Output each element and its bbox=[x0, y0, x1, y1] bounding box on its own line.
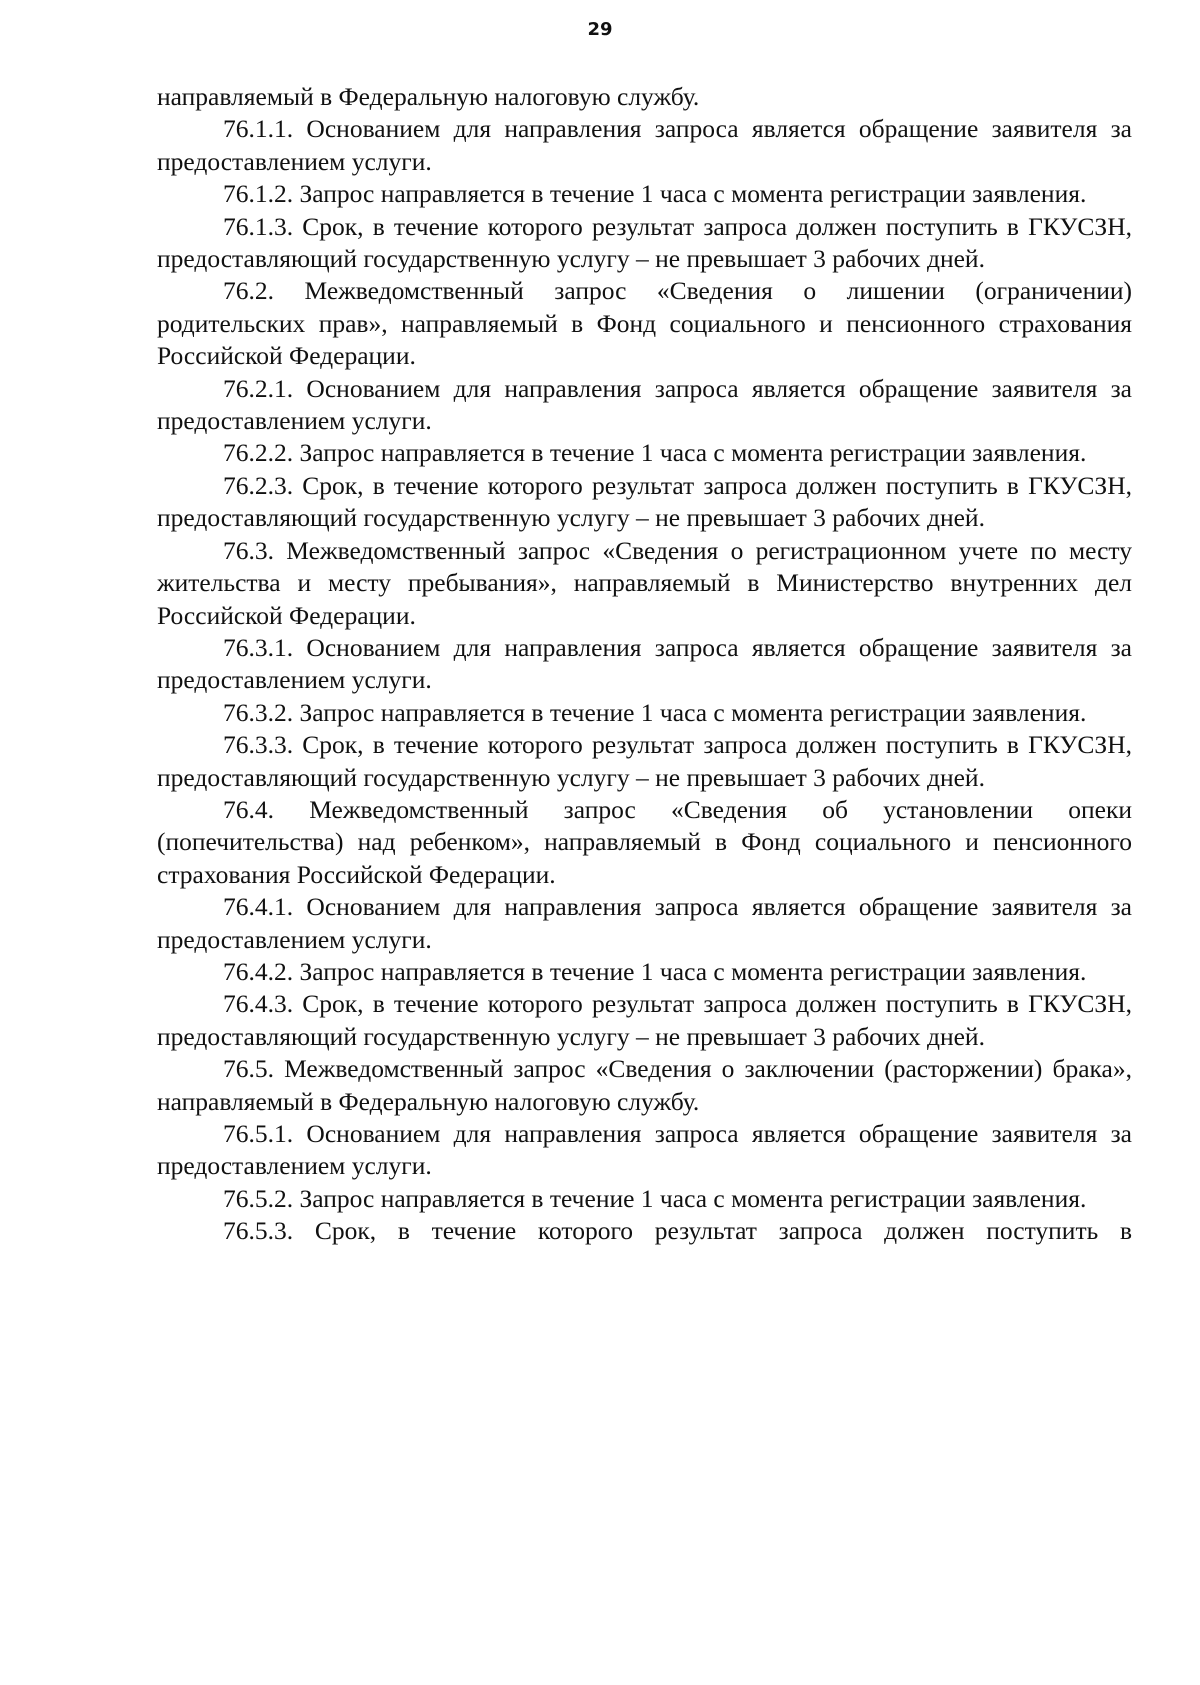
paragraph: 76.2.2. Запрос направляется в течение 1 часа с момента регистрации заявления. bbox=[223, 438, 1087, 468]
paragraph: 76.3.1. Основанием для направления запроса является обращение заявителя за предоставлением услуги. bbox=[157, 632, 1132, 695]
paragraph: 76.5.2. Запрос направляется в течение 1 часа с момента регистрации заявления. bbox=[223, 1183, 1087, 1213]
paragraph: 76.3. Межведомственный запрос «Сведения о регистрационном учете по месту жительства и месту пребывания», направляемый в Министерство внутренних дел Российской Федерации. bbox=[157, 535, 1132, 630]
document-body bbox=[157, 81, 1132, 1248]
paragraph: 76.4.3. Срок, в течение которого результат запроса должен поступить в ГКУСЗН, предоставляющий государственную услугу – не превышает 3 рабочих дней. bbox=[157, 989, 1132, 1051]
paragraph: 76.4.1. Основанием для направления запроса является обращение заявителя за предоставлением услуги. bbox=[157, 892, 1132, 954]
paragraph: 76.2.1. Основанием для направления запроса является обращение заявителя за предоставлением услуги. bbox=[157, 373, 1132, 436]
paragraph: 76.1.3. Срок, в течение которого результат запроса должен поступить в ГКУСЗН, предоставляющий государственную услугу – не превышает 3 рабочих дней. bbox=[157, 211, 1132, 274]
paragraph: 76.5.3. Срок, в течение которого результат запроса должен поступить в bbox=[223, 1216, 1132, 1246]
paragraph: 76.3.2. Запрос направляется в течение 1 часа с момента регистрации заявления. bbox=[223, 697, 1087, 727]
paragraph: 76.4. Межведомственный запрос «Сведения об установлении опеки (попечительства) над ребенком», направляемый в Фонд социального и пенсионного страхования Российской Федерации. bbox=[157, 794, 1132, 889]
paragraph: 76.2.3. Срок, в течение которого результат запроса должен поступить в ГКУСЗН, предоставляющий государственную услугу – не превышает 3 рабочих дней. bbox=[157, 470, 1132, 533]
paragraph: 76.1.2. Запрос направляется в течение 1 часа с момента регистрации заявления. bbox=[223, 179, 1087, 209]
paragraph: 76.5.1. Основанием для направления запроса является обращение заявителя за предоставлением услуги. bbox=[157, 1119, 1132, 1181]
paragraph: 76.4.2. Запрос направляется в течение 1 часа с момента регистрации заявления. bbox=[223, 956, 1087, 986]
paragraph: 76.1.1. Основанием для направления запроса является обращение заявителя за предоставлением услуги. bbox=[157, 114, 1132, 176]
paragraph: направляемый в Федеральную налоговую службу. bbox=[157, 82, 700, 111]
paragraph: 76.5. Межведомственный запрос «Сведения о заключении (расторжении) брака», направляемый в Федеральную налоговую службу. bbox=[157, 1054, 1132, 1116]
paragraph: 76.2. Межведомственный запрос «Сведения о лишении (ограничении) родительских прав», направляемый в Фонд социального и пенсионного страхования Российской Федерации. bbox=[157, 276, 1132, 371]
page-number: 29 bbox=[587, 19, 613, 40]
paragraph: 76.3.3. Срок, в течение которого результат запроса должен поступить в ГКУСЗН, предоставляющий государственную услугу – не превышает 3 рабочих дней. bbox=[157, 730, 1132, 792]
